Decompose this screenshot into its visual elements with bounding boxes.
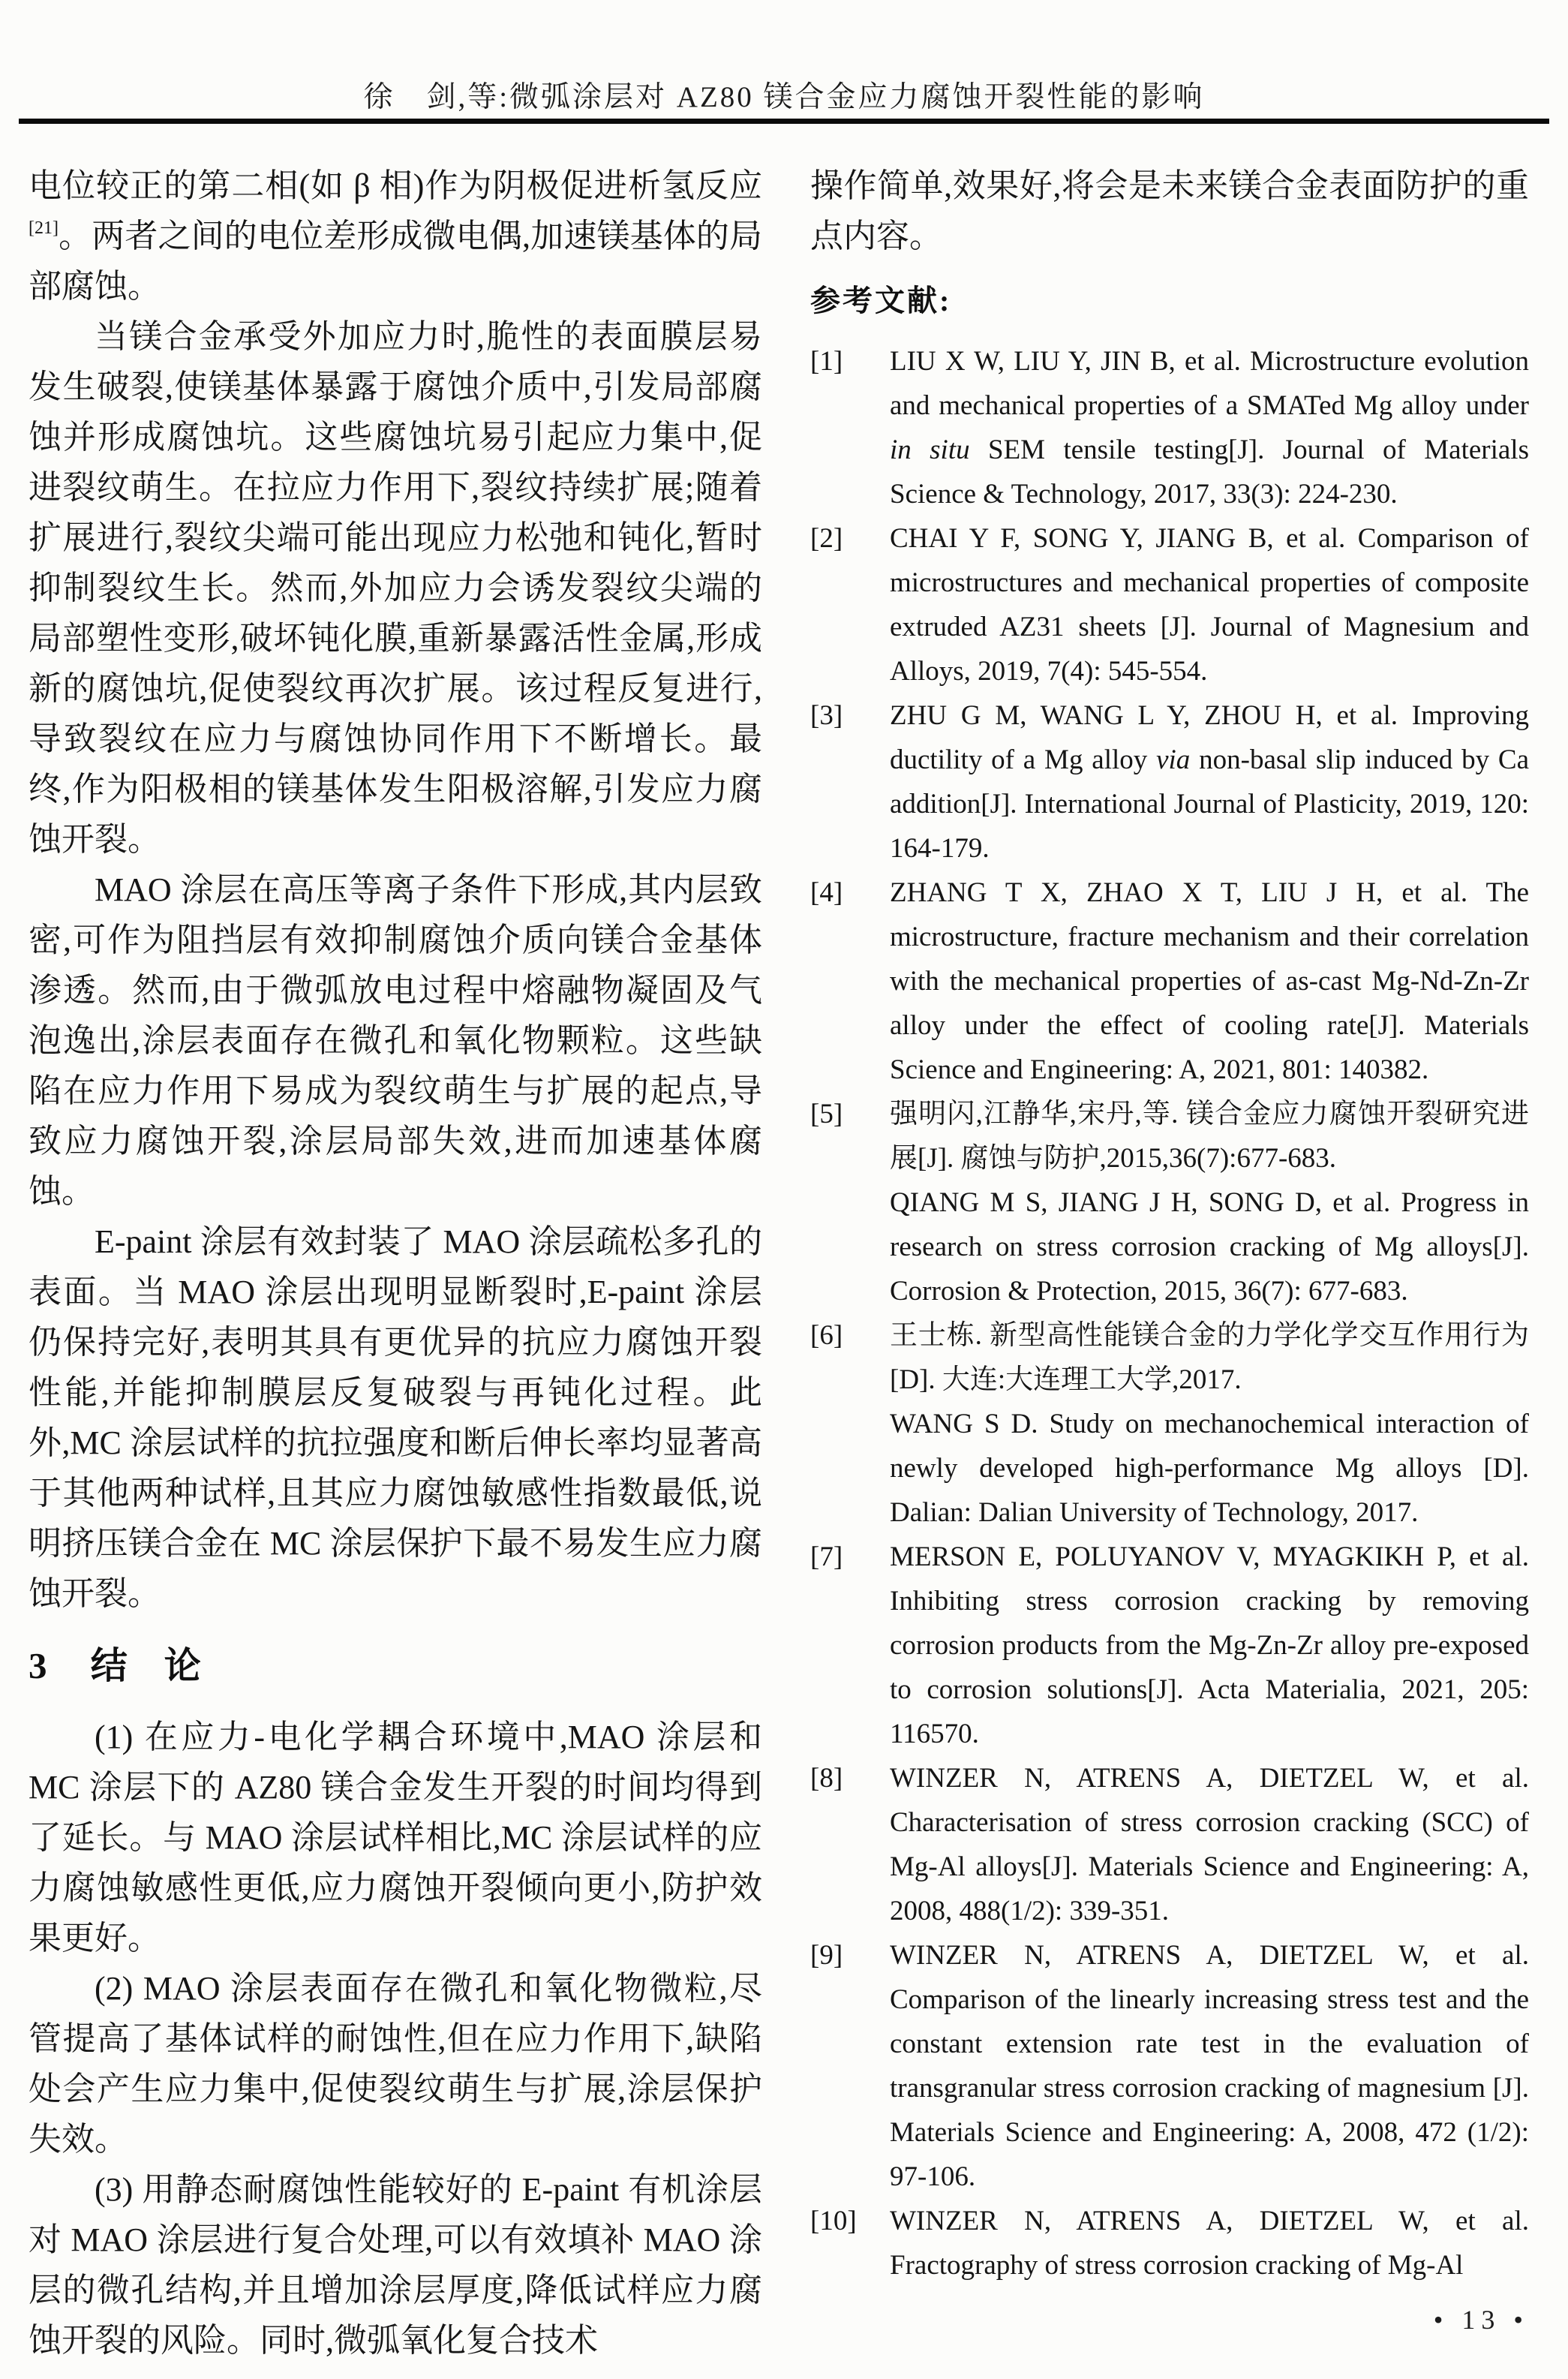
- paragraph: 操作简单,效果好,将会是未来镁合金表面防护的重点内容。: [810, 167, 1529, 254]
- header-rule: [19, 119, 1549, 124]
- reference-item: [810, 516, 1529, 693]
- reference-label: [10]: [810, 2206, 857, 2236]
- reference-text: 王士栋. 新型高性能镁合金的力学化学交互作用行为[D]. 大连:大连理工大学,2017.: [890, 1320, 1529, 1395]
- paragraph: 电位较正的第二相(如 β 相)作为阴极促进析氢反应[21]。两者之间的电位差形成微电偶,加速镁基体的局部腐蚀。: [29, 167, 762, 305]
- reference-label: [1]: [810, 346, 843, 377]
- page-number: • 13 •: [1433, 2305, 1529, 2335]
- section-heading-conclusion: [29, 1643, 762, 1689]
- reference-text: WINZER N, ATRENS A, DIETZEL W, et al. Comparison of the linearly increasing stress test and the constant extension rate test in the evaluation of transgranular stress corrosion cracking of magnesium [J]. Materials Science and Engineering: A, 2008, 472 (1/2): 97-106.: [890, 1940, 1529, 2192]
- reference-text: ZHU G M, WANG L Y, ZHOU H, et al. Improving ductility of a Mg alloy via non-basal slip induced by Ca addition[J]. International Journal of Plasticity, 2019, 120: 164-179.: [890, 700, 1529, 864]
- conclusion-paragraph: (3) 用静态耐腐蚀性能较好的 E-paint 有机涂层对 MAO 涂层进行复合处理,可以有效填补 MAO 涂层的微孔结构,并且增加涂层厚度,降低试样应力腐蚀开裂的风险。同时,微弧氧化复合技术: [29, 2171, 762, 2359]
- reference-label: [4]: [810, 877, 843, 908]
- paragraph: MAO 涂层在高压等离子条件下形成,其内层致密,可作为阻挡层有效抑制腐蚀介质向镁合金基体渗透。然而,由于微弧放电过程中熔融物凝固及气泡逸出,涂层表面存在微孔和氧化物颗粒。这些缺陷在应力作用下易成为裂纹萌生与扩展的起点,导致应力腐蚀开裂,涂层局部失效,进而加速基体腐蚀。: [29, 871, 762, 1210]
- reference-label: [9]: [810, 1940, 843, 1971]
- reference-text: 强明闪,江静华,宋丹,等. 镁合金应力腐蚀开裂研究进展[J]. 腐蚀与防护,2015,36(7):677-683.: [890, 1099, 1529, 1174]
- section-title: 结 论: [90, 1645, 201, 1686]
- reference-text: WINZER N, ATRENS A, DIETZEL W, et al. Characterisation of stress corrosion cracking (SCC) of Mg-Al alloys[J]. Materials Science and Engineering: A, 2008, 488(1/2): 339-351.: [890, 1763, 1529, 1926]
- reference-label: [7]: [810, 1541, 843, 1572]
- references-heading: 参考文献:: [810, 284, 952, 317]
- paragraph: E-paint 涂层有效封装了 MAO 涂层疏松多孔的表面。当 MAO 涂层出现明显断裂时,E-paint 涂层仍保持完好,表明其具有更优异的抗应力腐蚀开裂性能,并能抑制膜层反复破裂与再钝化过程。此外,MC 涂层试样的抗拉强度和断后伸长率均显著高于其他两种试样,且其应力腐蚀敏感性指数最低,说明挤压镁合金在 MC 涂层保护下最不易发生应力腐蚀开裂。: [29, 1223, 762, 1612]
- running-header: 徐 剑,等:微弧涂层对 AZ80 镁合金应力腐蚀开裂性能的影响: [363, 81, 1205, 113]
- paragraph: 当镁合金承受外加应力时,脆性的表面膜层易发生破裂,使镁基体暴露于腐蚀介质中,引发局部腐蚀并形成腐蚀坑。这些腐蚀坑易引起应力集中,促进裂纹萌生。在拉应力作用下,裂纹持续扩展;随着扩展进行,裂纹尖端可能出现应力松弛和钝化,暂时抑制裂纹生长。然而,外加应力会诱发裂纹尖端的局部塑性变形,破坏钝化膜,重新暴露活性金属,形成新的腐蚀坑,促使裂纹再次扩展。该过程反复进行,导致裂纹在应力与腐蚀协同作用下不断增长。最终,作为阳极相的镁基体发生阳极溶解,引发应力腐蚀开裂。: [29, 318, 762, 858]
- reference-label: [2]: [810, 523, 843, 554]
- reference-label: [5]: [810, 1099, 843, 1129]
- section-number: 3: [29, 1645, 47, 1686]
- reference-text: CHAI Y F, SONG Y, JIANG B, et al. Comparison of microstructures and mechanical properties of composite extruded AZ31 sheets [J]. Journal of Magnesium and Alloys, 2019, 7(4): 545-554.: [890, 523, 1529, 687]
- conclusion-paragraph: (1) 在应力-电化学耦合环境中,MAO 涂层和 MC 涂层下的 AZ80 镁合金发生开裂的时间均得到了延长。与 MAO 涂层试样相比,MC 涂层试样的应力腐蚀敏感性更低,应力腐蚀开裂倾向更小,防护效果更好。: [29, 1719, 762, 1956]
- left-column: [29, 161, 762, 2365]
- reference-text: LIU X W, LIU Y, JIN B, et al. Microstructure evolution and mechanical properties of a SMATed Mg alloy under in situ SEM tensile testing[J]. Journal of Materials Science & Technology, 2017, 33(3): 224-230.: [890, 346, 1529, 510]
- conclusion-paragraph: (2) MAO 涂层表面存在微孔和氧化物微粒,尽管提高了基体试样的耐蚀性,但在应力作用下,缺陷处会产生应力集中,促使裂纹萌生与扩展,涂层保护失效。: [29, 1970, 762, 2158]
- reference-item: [810, 1313, 1529, 1535]
- reference-item: [810, 2199, 1529, 2287]
- reference-text: WINZER N, ATRENS A, DIETZEL W, et al. Fractography of stress corrosion cracking of Mg-Al: [890, 2206, 1529, 2281]
- right-column: [810, 161, 1529, 2287]
- reference-item: [810, 1092, 1529, 1313]
- reference-item: [810, 871, 1529, 1092]
- reference-item: [810, 693, 1529, 871]
- reference-translation: QIANG M S, JIANG J H, SONG D, et al. Progress in research on stress corrosion cracking of Mg alloys[J]. Corrosion & Protection, 2015, 36(7): 677-683.: [890, 1187, 1529, 1307]
- reference-item: [810, 1756, 1529, 1933]
- reference-translation: WANG S D. Study on mechanochemical interaction of newly developed high-performance Mg alloys [D]. Dalian: Dalian University of Technology, 2017.: [890, 1409, 1529, 1528]
- reference-item: [810, 1535, 1529, 1756]
- reference-text: MERSON E, POLUYANOV V, MYAGKIKH P, et al. Inhibiting stress corrosion cracking by removing corrosion products from the Mg-Zn-Zr alloy pre-exposed to corrosion solutions[J]. Acta Materialia, 2021, 205: 116570.: [890, 1541, 1529, 1749]
- reference-item: [810, 1933, 1529, 2199]
- reference-list: [810, 339, 1529, 2287]
- reference-text: ZHANG T X, ZHAO X T, LIU J H, et al. The microstructure, fracture mechanism and their correlation with the mechanical properties of as-cast Mg-Nd-Zn-Zr alloy under the effect of cooling rate[J]. Materials Science and Engineering: A, 2021, 801: 140382.: [890, 877, 1529, 1085]
- reference-label: [3]: [810, 700, 843, 731]
- reference-label: [6]: [810, 1320, 843, 1351]
- reference-item: [810, 339, 1529, 516]
- reference-label: [8]: [810, 1763, 843, 1794]
